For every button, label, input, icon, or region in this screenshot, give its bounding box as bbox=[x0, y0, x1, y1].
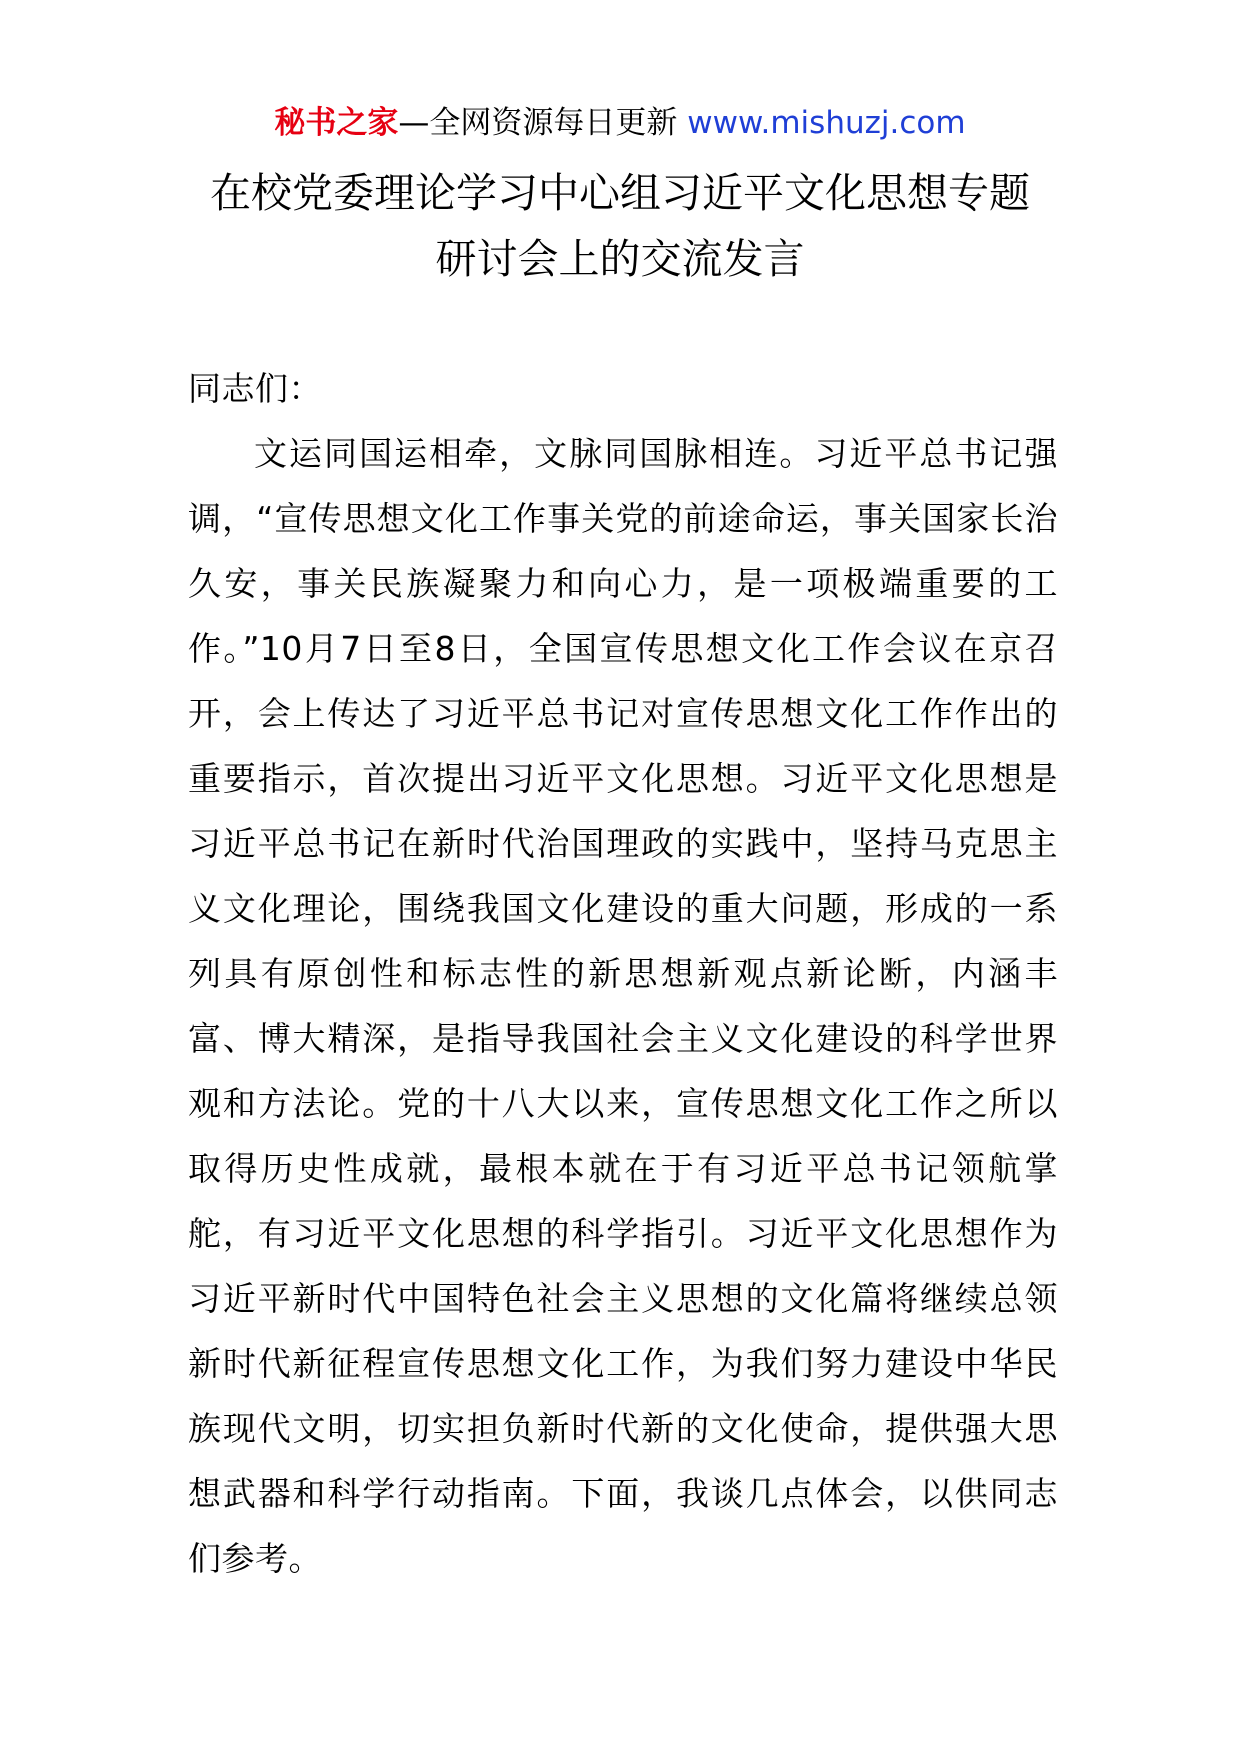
document-body bbox=[188, 356, 1058, 1591]
header-slogan: —全网资源每日更新 bbox=[398, 105, 688, 141]
site-header bbox=[0, 103, 1240, 143]
body-paragraph: 文运同国运相牵，文脉同国脉相连。习近平总书记强调，“宣传思想文化工作事关党的前途命运，事关国家长治久安，事关民族凝聚力和向心力，是一项极端重要的工作。”10月7日至8日，全国宣传思想文化工作会议在京召开，会上传达了习近平总书记对宣传思想文化工作作出的重要指示，首次提出习近平文化思想。习近平文化思想是习近平总书记在新时代治国理政的实践中，坚持马克思主义文化理论，围绕我国文化建设的重大问题，形成的一系列具有原创性和标志性的新思想新观点新论断，内涵丰富、博大精深，是指导我国社会主义文化建设的科学世界观和方法论。党的十八大以来，宣传思想文化工作之所以取得历史性成就，最根本就在于有习近平总书记领航掌舵，有习近平文化思想的科学指引。习近平文化思想作为习近平新时代中国特色社会主义思想的文化篇将继续总领新时代新征程宣传思想文化工作，为我们努力建设中华民族现代文明，切实担负新时代新的文化使命，提供强大思想武器和科学行动指南。下面，我谈几点体会，以供同志们参考。 bbox=[188, 434, 1058, 1578]
brand-name: 秘书之家 bbox=[274, 105, 399, 141]
site-url-link[interactable]: www.mishuzj.com bbox=[687, 105, 966, 141]
title-line-2: 研讨会上的交流发言 bbox=[435, 235, 805, 283]
salutation: 同志们： bbox=[188, 369, 322, 408]
document-title bbox=[0, 160, 1240, 292]
title-line-1: 在校党委理论学习中心组习近平文化思想专题 bbox=[210, 169, 1030, 217]
